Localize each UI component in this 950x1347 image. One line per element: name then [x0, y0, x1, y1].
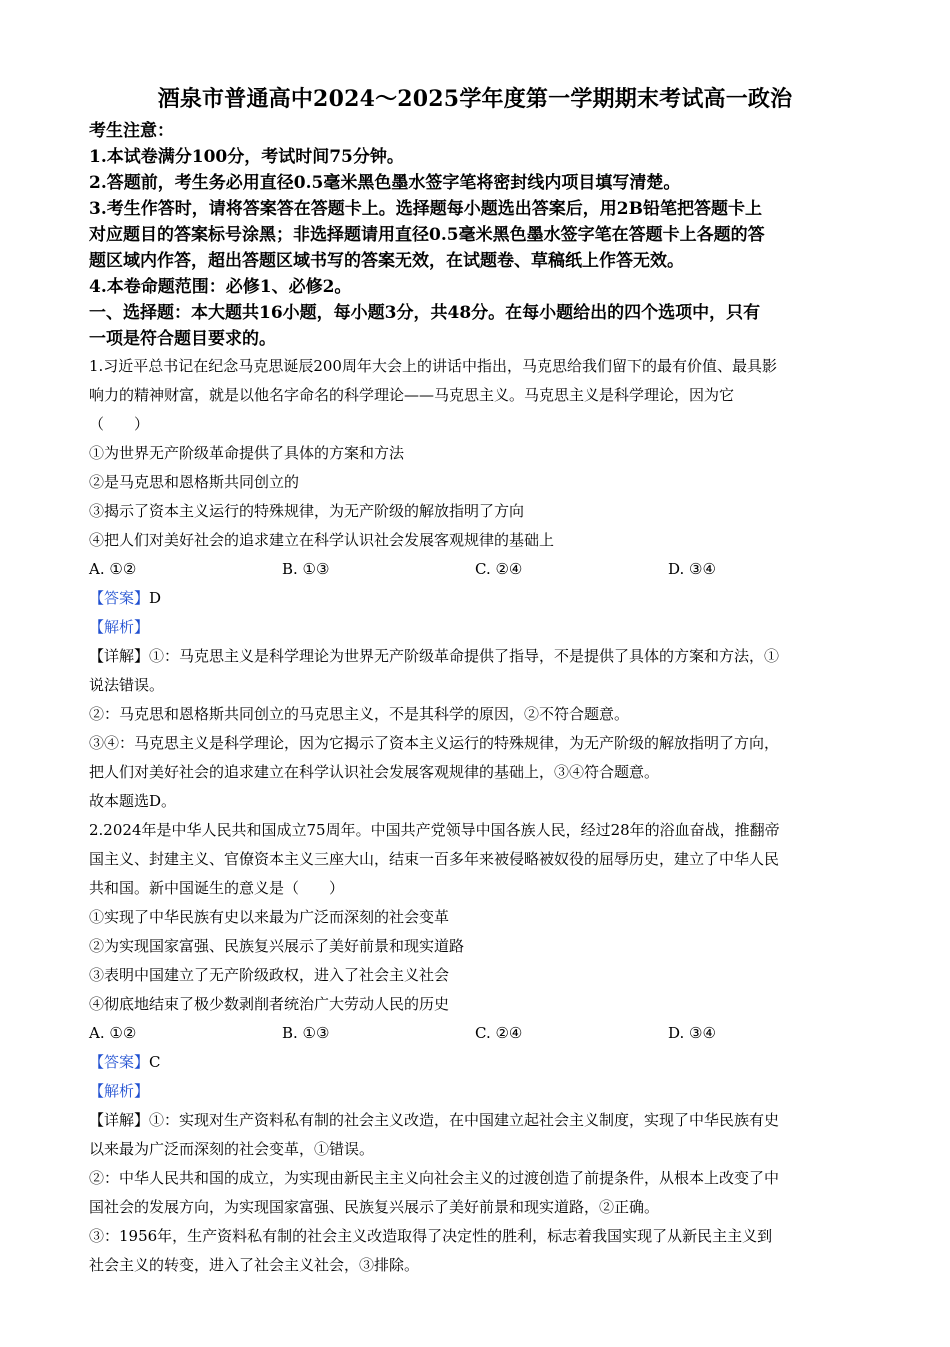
analysis-line — [89, 1077, 861, 1106]
question-stem-line: 国主义、封建主义、官僚资本主义三座大山，结束一百多年来被侵略被奴役的屈辱历史，建立了中华人民 — [89, 850, 780, 868]
option-d: D. ③④ — [668, 1024, 716, 1042]
option-b: B. ①③ — [282, 1024, 330, 1042]
detail-line: 国社会的发展方向，为实现国家富强、民族复兴展示了美好前景和现实道路，②正确。 — [89, 1198, 660, 1216]
question-options — [89, 1019, 861, 1048]
option-d: D. ③④ — [668, 560, 716, 578]
answer-tag: 【答案】 — [89, 1053, 150, 1071]
section-heading-line: 一、选择题：本大题共16小题，每小题3分，共48分。在每小题给出的四个选项中，只有 — [89, 303, 761, 323]
option-a: A. ①② — [89, 560, 137, 578]
notice-block — [89, 118, 861, 300]
question-statement: ②为实现国家富强、民族复兴展示了美好前景和现实道路 — [89, 937, 465, 955]
detail-line: 【详解】①：马克思主义是科学理论为世界无产阶级革命提供了指导，不是提供了具体的方案和方法，① — [89, 647, 780, 665]
option-a: A. ①② — [89, 1024, 137, 1042]
question-statement: ①为世界无产阶级革命提供了具体的方案和方法 — [89, 444, 405, 462]
option-c: C. ②④ — [475, 1024, 523, 1042]
exam-page — [89, 84, 861, 1280]
notice-item: 题区域内作答，超出答题区域书写的答案无效，在试题卷、草稿纸上作答无效。 — [89, 251, 684, 271]
answer-line — [89, 584, 861, 613]
answer-value: D — [149, 589, 162, 607]
question-1 — [89, 352, 861, 816]
page-title: 酒泉市普通高中2024～2025学年度第一学期期末考试高一政治 — [157, 86, 793, 112]
section-heading-line: 一项是符合题目要求的。 — [89, 329, 276, 349]
question-stem-line: 1.习近平总书记在纪念马克思诞辰200周年大会上的讲话中指出，马克思给我们留下的最有价值、最具影 — [89, 357, 777, 375]
section-heading — [89, 300, 861, 352]
detail-line: ③：1956年，生产资料私有制的社会主义改造取得了决定性的胜利，标志着我国实现了从新民主主义到 — [89, 1227, 773, 1245]
question-stem-line: 2.2024年是中华人民共和国成立75周年。中国共产党领导中国各族人民，经过28年的浴血奋战，推翻帝 — [89, 821, 780, 839]
answer-line — [89, 1048, 861, 1077]
detail-line: 故本题选D。 — [89, 792, 177, 810]
answer-tag: 【答案】 — [89, 589, 150, 607]
detail-line: 把人们对美好社会的追求建立在科学认识社会发展客观规律的基础上，③④符合题意。 — [89, 763, 660, 781]
detail-line: ②：马克思和恩格斯共同创立的马克思主义，不是其科学的原因，②不符合题意。 — [89, 705, 630, 723]
detail-line: 【详解】①：实现对生产资料私有制的社会主义改造，在中国建立起社会主义制度，实现了中华民族有史 — [89, 1111, 780, 1129]
answer-value: C — [149, 1053, 161, 1071]
question-stem-line: 共和国。新中国诞生的意义是（ ） — [89, 879, 345, 897]
question-2 — [89, 816, 861, 1280]
notice-item: 3.考生作答时，请将答案答在答题卡上。选择题每小题选出答案后，用2B铅笔把答题卡上 — [89, 199, 762, 219]
notice-item: 1.本试卷满分100分，考试时间75分钟。 — [89, 147, 404, 167]
question-statement: ①实现了中华民族有史以来最为广泛而深刻的社会变革 — [89, 908, 450, 926]
notice-item: 2.答题前，考生务必用直径0.5毫米黑色墨水签字笔将密封线内项目填写清楚。 — [89, 173, 681, 193]
question-statement: ③表明中国建立了无产阶级政权，进入了社会主义社会 — [89, 966, 450, 984]
question-options — [89, 555, 861, 584]
option-c: C. ②④ — [475, 560, 523, 578]
analysis-tag: 【解析】 — [89, 618, 150, 636]
analysis-tag: 【解析】 — [89, 1082, 150, 1100]
question-statement: ④彻底地结束了极少数剥削者统治广大劳动人民的历史 — [89, 995, 450, 1013]
detail-line: 社会主义的转变，进入了社会主义社会，③排除。 — [89, 1256, 420, 1274]
question-statement: ④把人们对美好社会的追求建立在科学认识社会发展客观规律的基础上 — [89, 531, 555, 549]
question-stem-line: （ ） — [89, 415, 150, 433]
notice-item: 4.本卷命题范围：必修1、必修2。 — [89, 277, 352, 297]
option-b: B. ①③ — [282, 560, 330, 578]
detail-line: ③④：马克思主义是科学理论，因为它揭示了资本主义运行的特殊规律，为无产阶级的解放指明了方向， — [89, 734, 780, 752]
detail-line: ②：中华人民共和国的成立，为实现由新民主主义向社会主义的过渡创造了前提条件，从根本上改变了中 — [89, 1169, 780, 1187]
question-statement: ③揭示了资本主义运行的特殊规律，为无产阶级的解放指明了方向 — [89, 502, 525, 520]
notice-item: 对应题目的答案标号涂黑；非选择题请用直径0.5毫米黑色墨水签字笔在答题卡上各题的答 — [89, 225, 765, 245]
detail-line: 说法错误。 — [89, 676, 165, 694]
analysis-line — [89, 613, 861, 642]
detail-line: 以来最为广泛而深刻的社会变革，①错误。 — [89, 1140, 375, 1158]
question-stem-line: 响力的精神财富，就是以他名字命名的科学理论——马克思主义。马克思主义是科学理论，因为它 — [89, 386, 735, 404]
question-statement: ②是马克思和恩格斯共同创立的 — [89, 473, 300, 491]
notice-heading: 考生注意： — [89, 121, 174, 141]
